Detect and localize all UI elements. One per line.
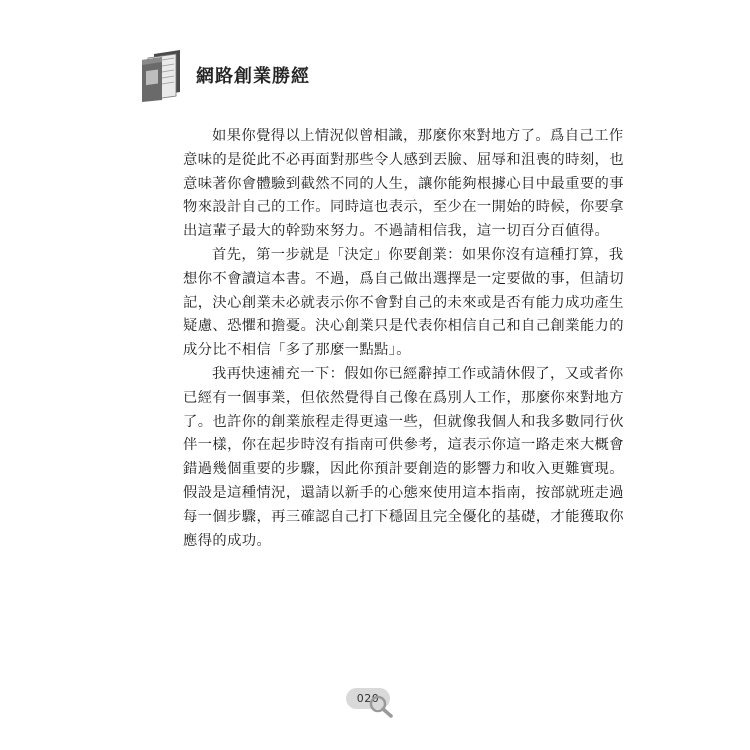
text-line: 首先，第一步就是「決定」你要創業：如果你沒有這種打算，我 <box>212 246 624 263</box>
page-footer <box>346 688 396 718</box>
paragraph <box>183 125 624 244</box>
magnifier-icon <box>366 694 394 718</box>
paragraph <box>183 244 624 363</box>
paragraph <box>183 363 624 553</box>
book-title: 網路創業勝經 <box>196 66 310 87</box>
text-line: 出這輩子最大的幹勁來努力。不過請相信我，這一切百分百値得。 <box>183 223 610 240</box>
text-line: 想你不會讀這本書。不過，爲自己做出選擇是一定要做的事，但請切 <box>183 270 624 287</box>
text-line: 記，決心創業未必就表示你不會對自己的未來或是否有能力成功產生 <box>183 294 624 311</box>
text-line: 如果你覺得以上情況似曾相識，那麼你來對地方了。爲自己工作 <box>212 128 624 144</box>
text-line: 成分比不相信「多了那麼一點點」。 <box>183 342 411 359</box>
page-number: 020 <box>346 688 390 709</box>
text-line: 物來設計自己的工作。同時這也表示，至少在一開始的時候，你要拿 <box>183 199 624 216</box>
text-line: 意味著你會體驗到截然不同的人生，讓你能夠根據心目中最重要的事 <box>183 175 624 192</box>
text-line: 假設是這種情況，還請以新手的心態來使用這本指南，按部就班走過 <box>183 484 624 501</box>
text-line: 應得的成功。 <box>183 532 272 549</box>
body-text <box>183 125 624 553</box>
text-line: 伴一樣，你在起步時沒有指南可供參考，這表示你這一路走來大概會 <box>183 437 624 454</box>
text-line: 每一個步驟，再三確認自己打下穩固且完全優化的基礎，才能獲取你 <box>183 508 624 525</box>
book-icon <box>140 48 188 102</box>
text-line: 錯過幾個重要的步驟，因此你預計要創造的影響力和收入更難實現。 <box>183 461 624 478</box>
text-line: 意味的是從此不必再面對那些令人感到丟臉、屈辱和沮喪的時刻，也 <box>183 151 624 168</box>
text-line: 已經有一個事業，但依然覺得自己像在爲別人工作，那麼你來對地方 <box>183 389 624 406</box>
text-line: 我再快速補充一下：假如你已經辭掉工作或請休假了，又或者你 <box>212 365 624 382</box>
text-line: 疑慮、恐懼和擔憂。決心創業只是代表你相信自己和自己創業能力的 <box>183 318 624 335</box>
page-header <box>140 48 310 102</box>
text-line: 了。也許你的創業旅程走得更遠一些，但就像我個人和我多數同行伙 <box>183 413 624 430</box>
